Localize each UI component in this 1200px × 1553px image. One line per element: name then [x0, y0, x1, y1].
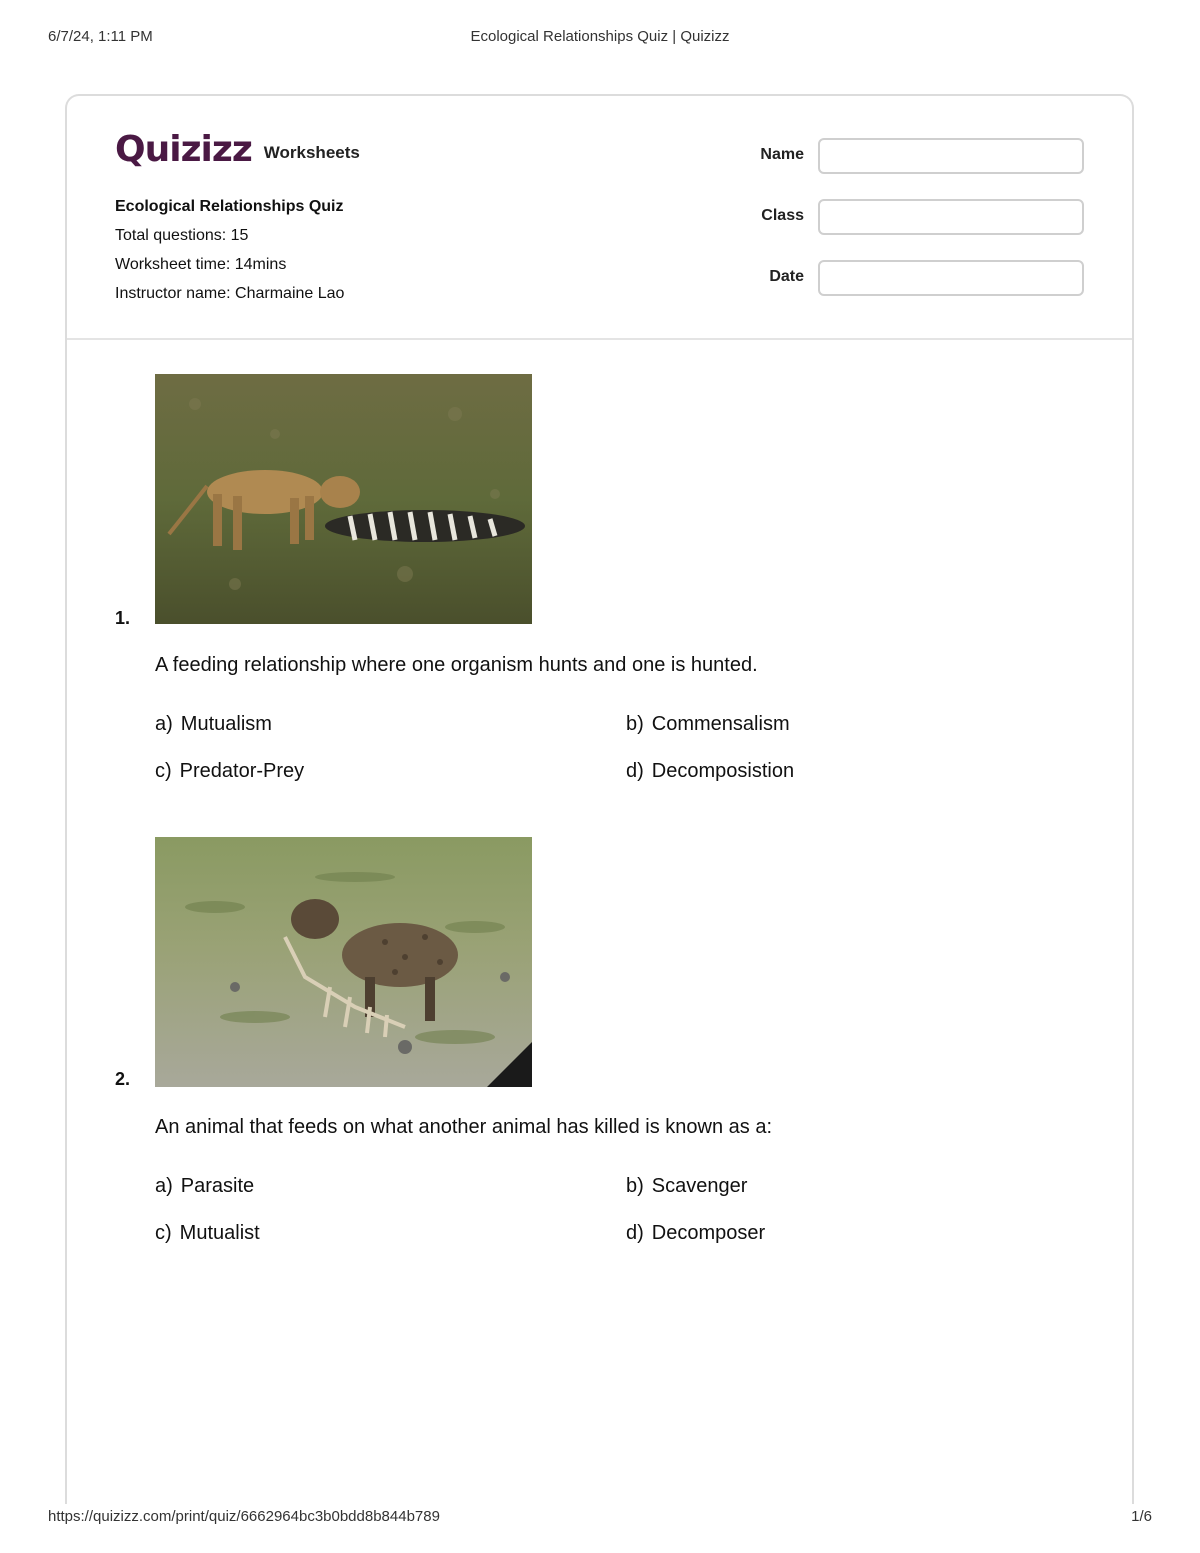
worksheet-header [67, 96, 1132, 340]
question-1-image [155, 374, 532, 624]
question-1-text: A feeding relationship where one organism hunts and one is hunted. [155, 654, 758, 676]
worksheet-time: Worksheet time: 14mins [115, 256, 287, 273]
date-label: Date [769, 268, 804, 285]
print-title: Ecological Relationships Quiz | Quizizz [470, 28, 730, 45]
class-row [754, 199, 1084, 235]
print-date: 6/7/24, 1:11 PM [48, 28, 153, 45]
total-questions: Total questions: 15 [115, 227, 249, 244]
print-url: https://quizizz.com/print/quiz/6662964bc3b0bdd8b844b789 [48, 1508, 440, 1525]
brand [115, 130, 360, 170]
date-field[interactable] [818, 260, 1084, 296]
student-fields [754, 138, 1084, 321]
class-label: Class [761, 207, 804, 224]
quiz-meta [115, 192, 344, 308]
name-field[interactable] [818, 138, 1084, 174]
question-2-option-a: a) Parasite [155, 1175, 255, 1197]
hyena-carcass-image [155, 837, 532, 1087]
question-1-option-b: b) Commensalism [626, 713, 790, 735]
name-row [754, 138, 1084, 174]
worksheet [65, 94, 1134, 1504]
lion-zebra-image [155, 374, 532, 624]
quiz-title: Ecological Relationships Quiz [115, 198, 344, 215]
brand-subtitle: Worksheets [263, 143, 360, 162]
question-1-option-c: c) Predator-Prey [155, 760, 305, 782]
question-1-number: 1. [115, 608, 131, 628]
class-field[interactable] [818, 199, 1084, 235]
question-1-option-a: a) Mutualism [155, 713, 272, 735]
print-header [48, 28, 1152, 48]
page-number: 1/6 [1131, 1508, 1152, 1525]
question-2-text: An animal that feeds on what another animal has killed is known as a: [155, 1116, 773, 1138]
instructor-name: Instructor name: Charmaine Lao [115, 285, 345, 302]
question-2-option-d: d) Decomposer [626, 1222, 766, 1244]
question-1-option-d: d) Decomposistion [626, 760, 795, 782]
quizizz-logo: Quizizz [115, 129, 252, 170]
date-row [754, 260, 1084, 296]
print-footer [48, 1508, 1152, 1528]
name-label: Name [760, 146, 804, 163]
question-2-image [155, 837, 532, 1087]
question-2-number: 2. [115, 1069, 131, 1089]
question-2-option-b: b) Scavenger [626, 1175, 748, 1197]
question-2-option-c: c) Mutualist [155, 1222, 260, 1244]
